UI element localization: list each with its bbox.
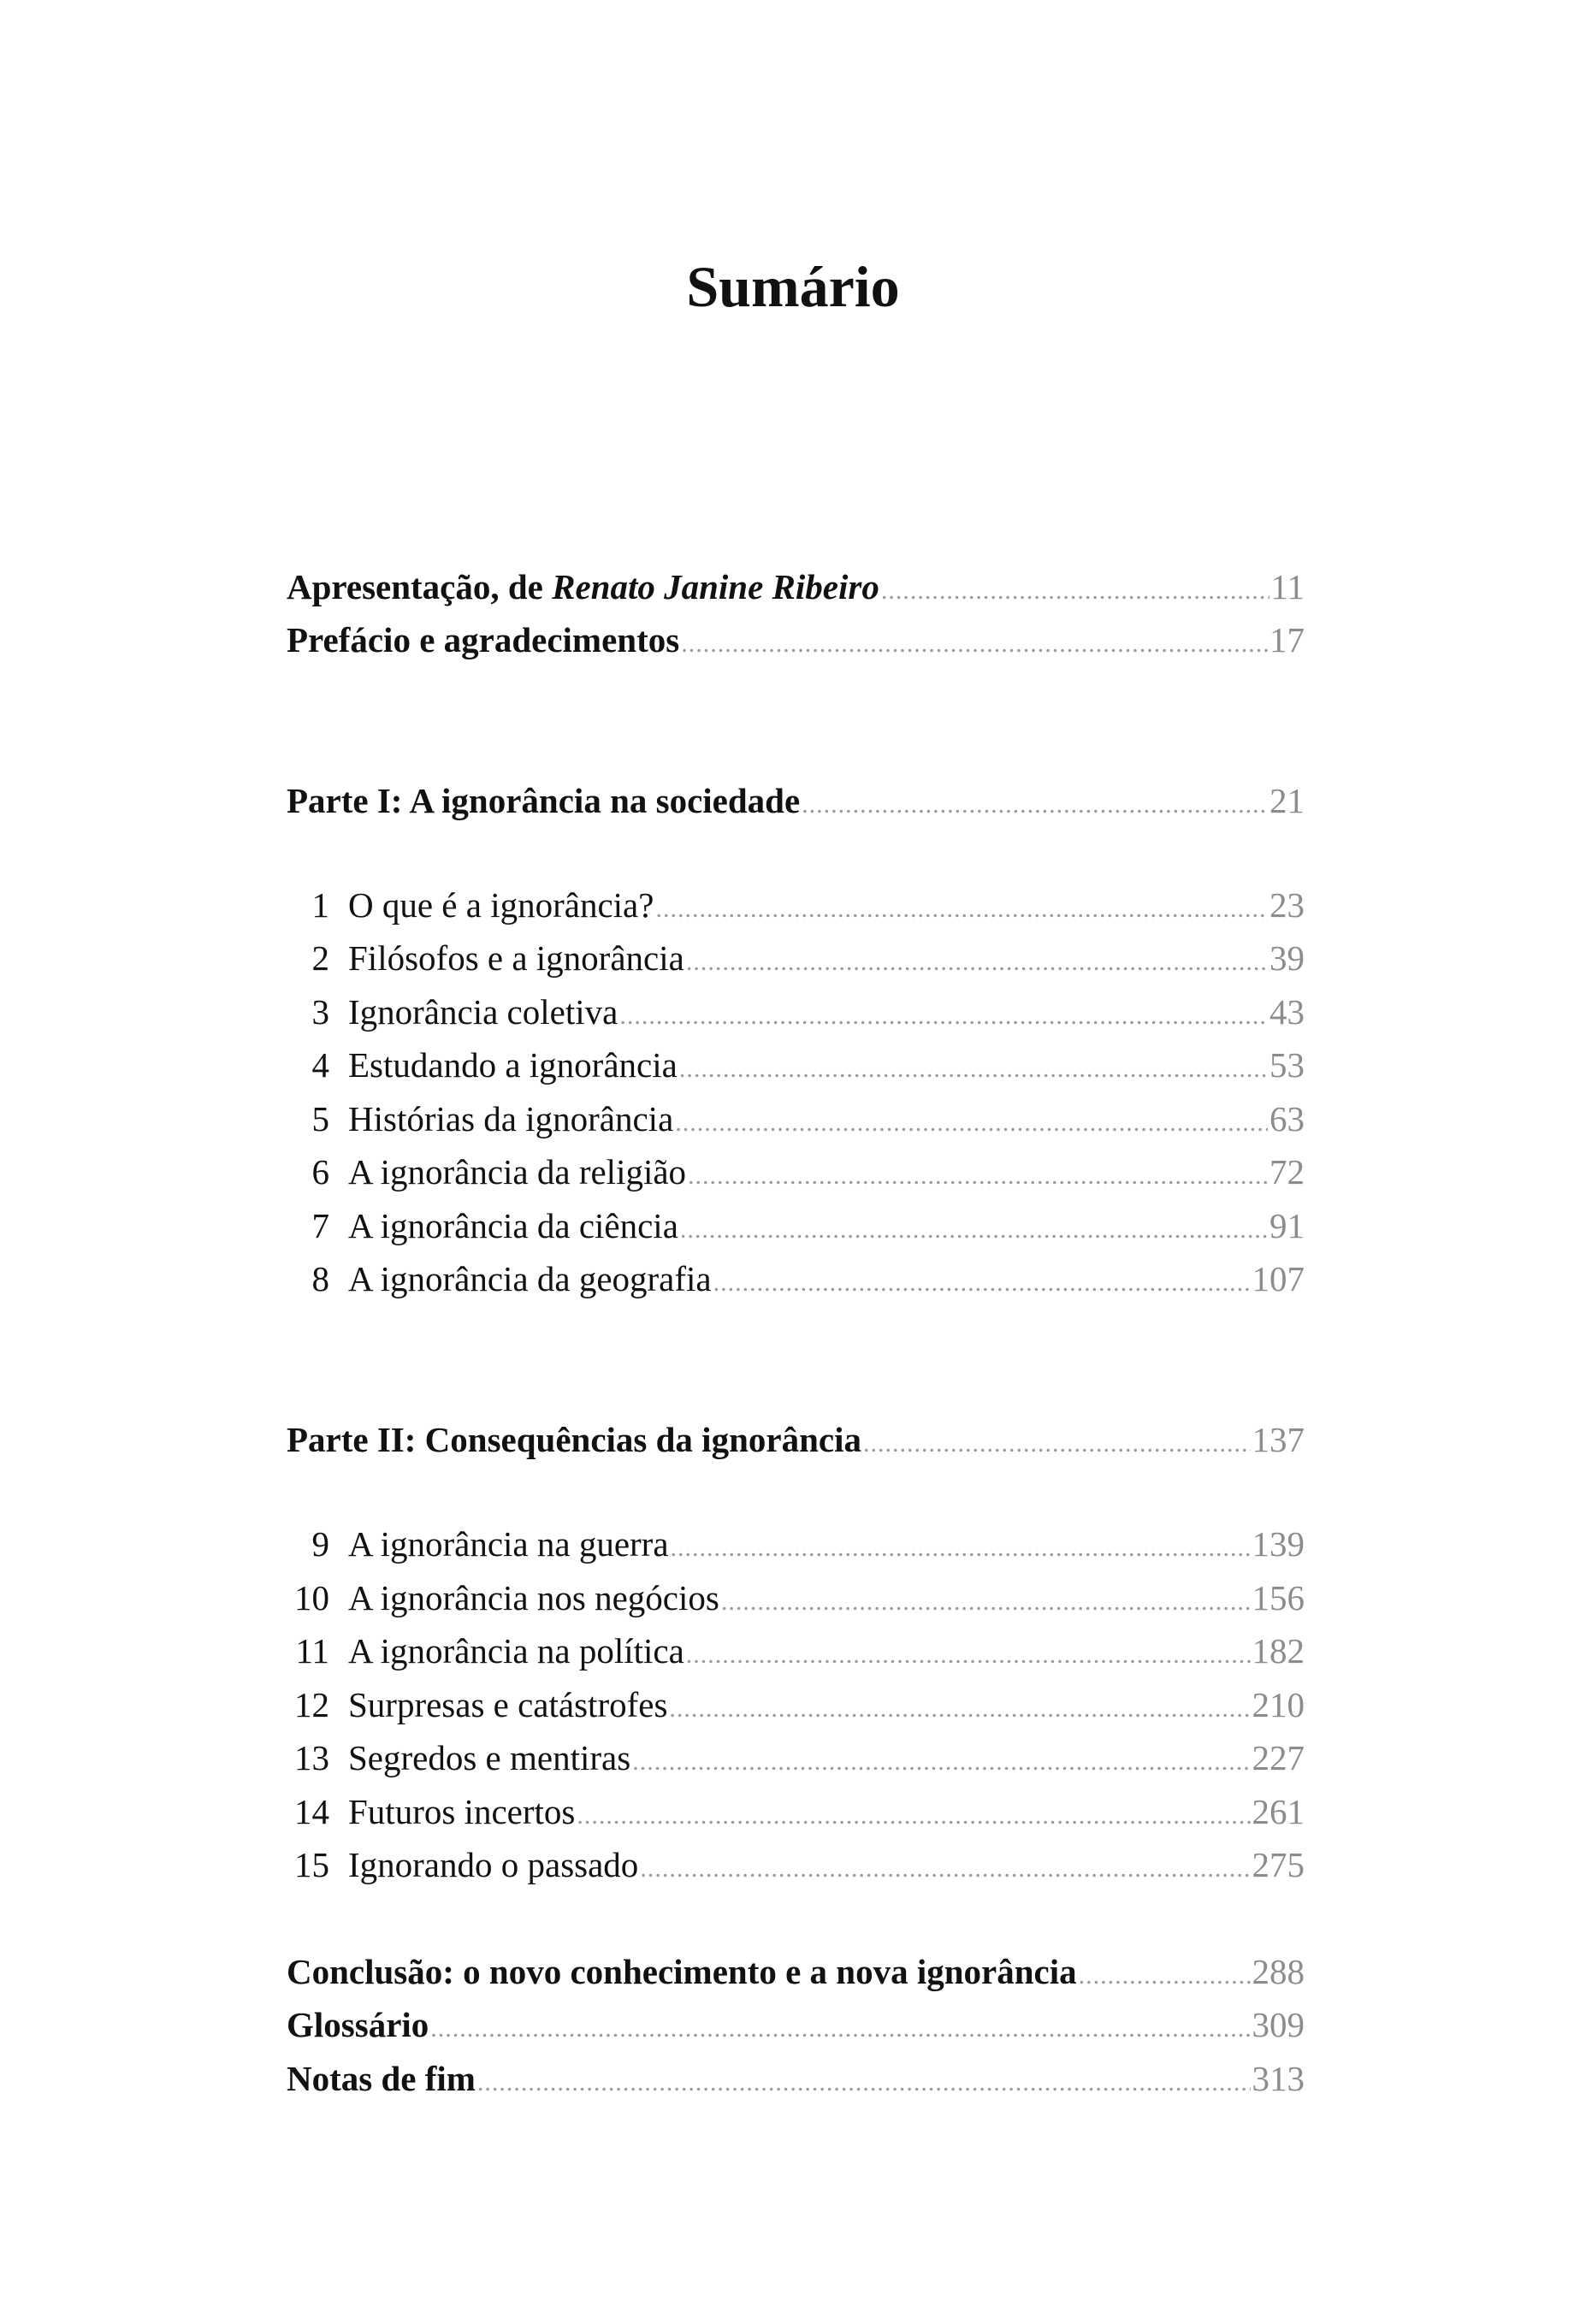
toc-chapter-10[interactable] bbox=[287, 1574, 1305, 1622]
toc-page-number: 91 bbox=[1269, 1206, 1305, 1245]
toc-page-number: 63 bbox=[1269, 1099, 1305, 1138]
toc-page-number: 53 bbox=[1269, 1045, 1305, 1085]
toc-chapter-3[interactable] bbox=[287, 988, 1305, 1036]
toc-page-number: 23 bbox=[1269, 885, 1305, 925]
toc-entry-glossario[interactable] bbox=[287, 2001, 1305, 2049]
toc-page-number: 313 bbox=[1252, 2059, 1305, 2098]
toc-page-number: 107 bbox=[1252, 1259, 1305, 1298]
chapter-title: Segredos e mentiras bbox=[348, 1738, 631, 1777]
toc-chapter-9[interactable] bbox=[287, 1520, 1305, 1568]
toc-chapter-5[interactable] bbox=[287, 1095, 1305, 1143]
toc-entry-prefacio[interactable] bbox=[287, 616, 1305, 664]
dot-leader bbox=[863, 1420, 1251, 1468]
toc-page-number: 21 bbox=[1269, 781, 1305, 820]
toc-page-number: 182 bbox=[1252, 1631, 1305, 1671]
chapter-number: 14 bbox=[294, 1792, 329, 1831]
chapter-number: 12 bbox=[294, 1685, 329, 1724]
chapter-title: Futuros incertos bbox=[348, 1792, 576, 1831]
dot-leader bbox=[802, 781, 1268, 829]
chapter-number: 7 bbox=[311, 1206, 329, 1245]
toc-entry-conclusao[interactable] bbox=[287, 1948, 1305, 1996]
chapter-title: Ignorância coletiva bbox=[348, 992, 618, 1032]
toc-page-number: 139 bbox=[1252, 1524, 1305, 1564]
toc-chapter-12[interactable] bbox=[287, 1681, 1305, 1729]
chapter-title: O que é a ignorância? bbox=[348, 885, 654, 925]
dot-leader bbox=[640, 1845, 1250, 1893]
toc-page-number: 156 bbox=[1252, 1578, 1305, 1617]
toc-entry-label: Apresentação, de Renato Janine Ribeiro bbox=[287, 567, 879, 606]
dot-leader bbox=[619, 992, 1268, 1040]
dot-leader bbox=[713, 1259, 1251, 1307]
dot-leader bbox=[655, 885, 1268, 933]
toc-part-1[interactable] bbox=[287, 777, 1305, 825]
toc-chapter-14[interactable] bbox=[287, 1788, 1305, 1836]
toc-entry-apresentacao[interactable] bbox=[287, 563, 1305, 611]
chapter-number: 5 bbox=[311, 1099, 329, 1138]
toc-chapter-2[interactable] bbox=[287, 934, 1305, 982]
toc-page-number: 288 bbox=[1252, 1952, 1305, 1991]
toc-page-number: 210 bbox=[1252, 1685, 1305, 1724]
toc-chapter-15[interactable] bbox=[287, 1841, 1305, 1889]
chapter-number: 2 bbox=[311, 938, 329, 978]
chapter-number: 4 bbox=[311, 1045, 329, 1085]
dot-leader bbox=[477, 2059, 1251, 2107]
chapter-number: 1 bbox=[311, 885, 329, 925]
toc-page-number: 261 bbox=[1252, 1792, 1305, 1831]
chapter-title: A ignorância na guerra bbox=[348, 1524, 669, 1564]
toc-page-number: 72 bbox=[1269, 1152, 1305, 1192]
toc-page-number: 227 bbox=[1252, 1738, 1305, 1777]
toc-page-number: 17 bbox=[1269, 620, 1305, 659]
chapter-number: 11 bbox=[295, 1631, 329, 1671]
toc-chapter-11[interactable] bbox=[287, 1627, 1305, 1675]
chapter-number: 15 bbox=[294, 1845, 329, 1884]
toc-part-2[interactable] bbox=[287, 1416, 1305, 1464]
dot-leader bbox=[577, 1792, 1250, 1840]
dot-leader bbox=[1079, 1952, 1251, 2000]
toc-page-number: 11 bbox=[1270, 567, 1305, 606]
chapter-title: A ignorância da ciência bbox=[348, 1206, 678, 1245]
chapter-number: 13 bbox=[294, 1738, 329, 1777]
chapter-number: 6 bbox=[311, 1152, 329, 1192]
dot-leader bbox=[686, 1631, 1251, 1679]
chapter-title: Histórias da ignorância bbox=[348, 1099, 674, 1138]
toc-chapter-1[interactable] bbox=[287, 881, 1305, 929]
chapter-title: Filósofos e a ignorância bbox=[348, 938, 684, 978]
toc-part-label: Parte II: Consequências da ignorância bbox=[287, 1420, 861, 1459]
page-title: Sumário bbox=[686, 254, 900, 319]
toc-part-label: Parte I: A ignorância na sociedade bbox=[287, 781, 801, 820]
toc-entry-label: Prefácio e agradecimentos bbox=[287, 620, 680, 659]
toc-chapter-7[interactable] bbox=[287, 1202, 1305, 1250]
toc-entry-notas-de-fim[interactable] bbox=[287, 2055, 1305, 2102]
chapter-title: Surpresas e catástrofes bbox=[348, 1685, 668, 1724]
chapter-title: A ignorância nos negócios bbox=[348, 1578, 719, 1617]
dot-leader bbox=[881, 567, 1269, 615]
chapter-number: 9 bbox=[311, 1524, 329, 1564]
toc-entry-label: Notas de fim bbox=[287, 2059, 476, 2098]
chapter-number: 10 bbox=[294, 1578, 329, 1617]
dot-leader bbox=[680, 1206, 1268, 1254]
toc-page-number: 275 bbox=[1252, 1845, 1305, 1884]
dot-leader bbox=[679, 1045, 1268, 1093]
chapter-title: A ignorância da geografia bbox=[348, 1259, 712, 1298]
dot-leader bbox=[632, 1738, 1250, 1786]
toc-page-number: 39 bbox=[1269, 938, 1305, 978]
toc-chapter-4[interactable] bbox=[287, 1041, 1305, 1089]
toc-page-number: 137 bbox=[1252, 1420, 1305, 1459]
dot-leader bbox=[686, 938, 1268, 986]
dot-leader bbox=[675, 1099, 1268, 1147]
toc-page-number: 43 bbox=[1269, 992, 1305, 1032]
dot-leader bbox=[671, 1524, 1251, 1572]
chapter-title: A ignorância da religião bbox=[348, 1152, 687, 1192]
toc-chapter-6[interactable] bbox=[287, 1148, 1305, 1196]
chapter-number: 3 bbox=[311, 992, 329, 1032]
dot-leader bbox=[430, 2005, 1250, 2053]
toc-chapter-8[interactable] bbox=[287, 1255, 1305, 1303]
toc-page-number: 309 bbox=[1252, 2005, 1305, 2044]
dot-leader bbox=[681, 620, 1268, 668]
dot-leader bbox=[688, 1152, 1268, 1200]
chapter-title: Estudando a ignorância bbox=[348, 1045, 678, 1085]
dot-leader bbox=[721, 1578, 1251, 1626]
chapter-title: Ignorando o passado bbox=[348, 1845, 639, 1884]
toc-entry-label: Conclusão: o novo conhecimento e a nova ignorância bbox=[287, 1952, 1077, 1991]
chapter-number: 8 bbox=[311, 1259, 329, 1298]
toc-chapter-13[interactable] bbox=[287, 1734, 1305, 1782]
toc-entry-label: Glossário bbox=[287, 2005, 429, 2044]
dot-leader bbox=[669, 1685, 1250, 1733]
chapter-title: A ignorância na política bbox=[348, 1631, 684, 1671]
